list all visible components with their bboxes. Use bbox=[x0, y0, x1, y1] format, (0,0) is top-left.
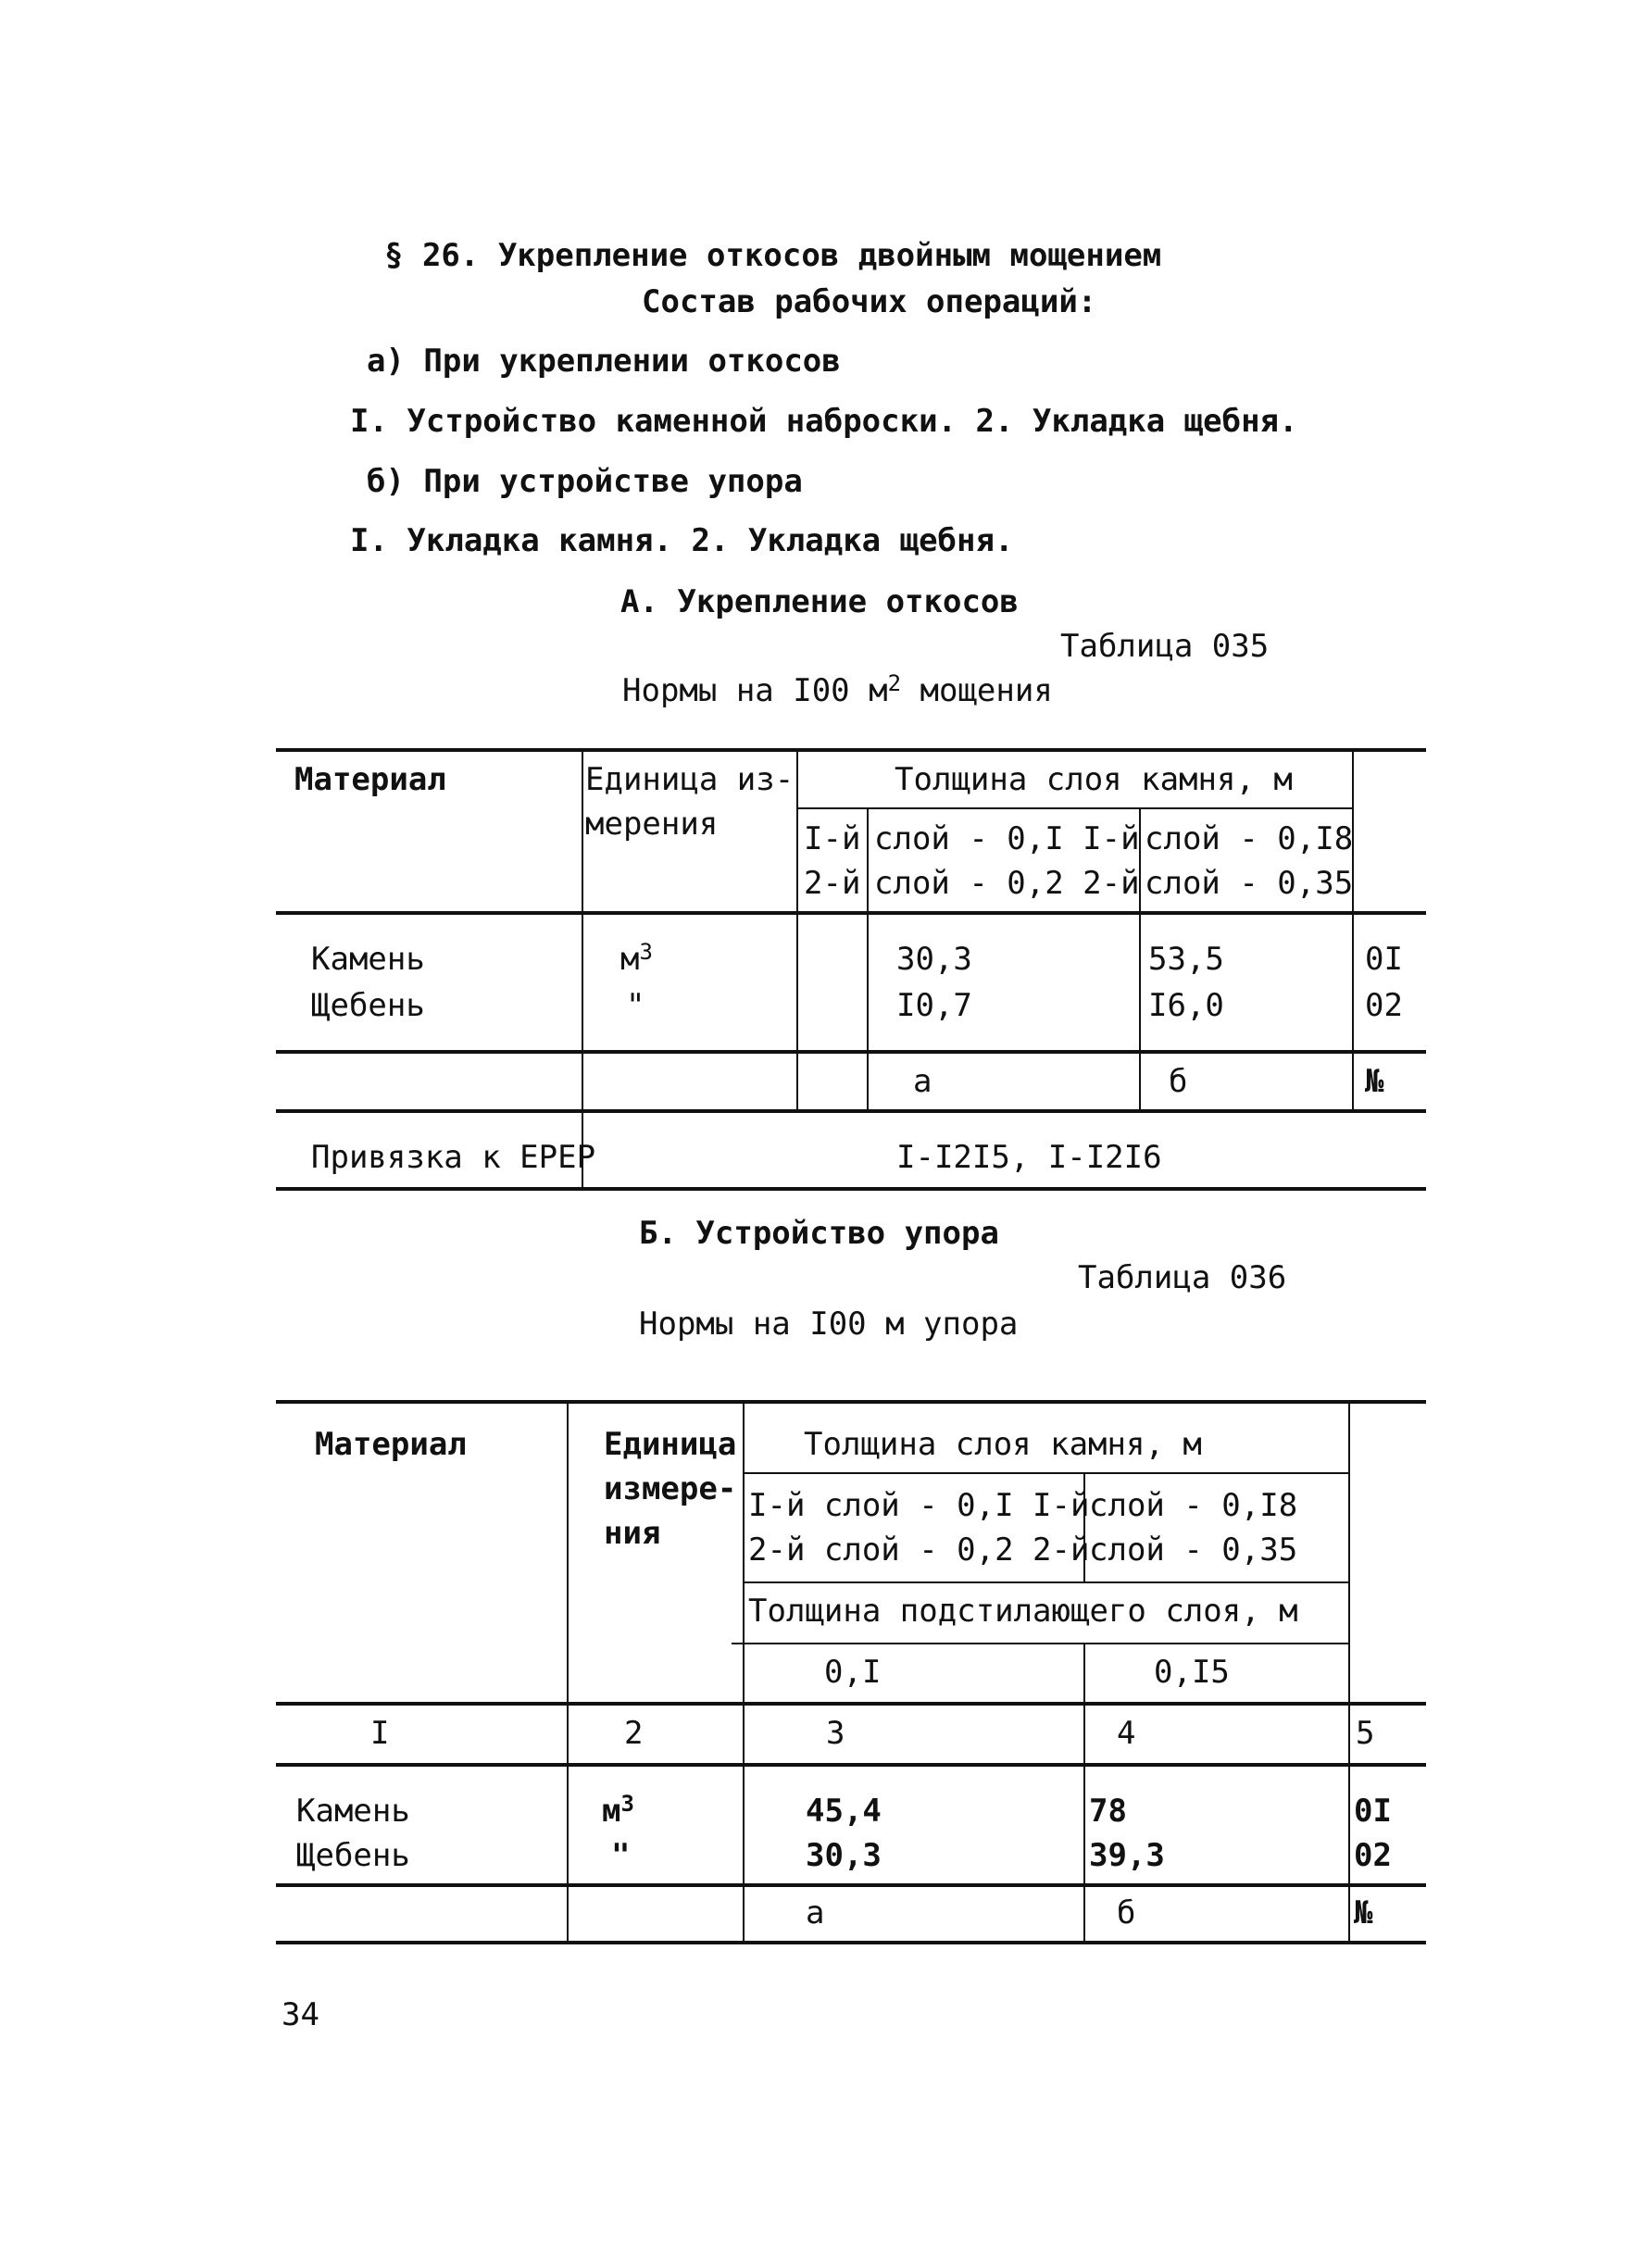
unit-base: " bbox=[626, 987, 645, 1024]
table2-rule bbox=[276, 1763, 1426, 1767]
table2-header-substrate-a: 0,I bbox=[824, 1654, 882, 1691]
table2-row-code: 0I bbox=[1354, 1793, 1392, 1830]
operations-title: Состав рабочих операций: bbox=[642, 283, 1097, 320]
unit-base: " bbox=[611, 1837, 631, 1874]
table2-row-unit bbox=[611, 1833, 630, 1878]
table1-col-rule bbox=[582, 750, 583, 1187]
table2-col-rule bbox=[1348, 1402, 1350, 1941]
table2-colnum: 2 bbox=[624, 1715, 644, 1752]
table2-col-rule bbox=[1083, 1644, 1085, 1941]
table2-col-rule bbox=[743, 1402, 745, 1941]
table2-colnum: 4 bbox=[1117, 1715, 1136, 1752]
table2-header-material: Материал bbox=[315, 1426, 467, 1463]
table2-col-b-label: б bbox=[1117, 1894, 1136, 1931]
table2-row-value-b: 39,3 bbox=[1089, 1837, 1165, 1874]
table1-header-col-b: слой - 0,I I-й bbox=[874, 820, 1140, 857]
table1-header-col-c: слой - 0,35 bbox=[1145, 865, 1354, 902]
table1-norms-prefix: Нормы на I00 м bbox=[622, 672, 888, 709]
table1-rule bbox=[276, 1050, 1426, 1054]
table2-label: Таблица 036 bbox=[1078, 1259, 1287, 1296]
page-number: 34 bbox=[282, 1996, 319, 2033]
table1-header-unit: мерения bbox=[585, 806, 719, 843]
table1-row-code: 0I bbox=[1365, 941, 1403, 978]
table1-row-material: Камень bbox=[311, 941, 425, 978]
part-a-operations: I. Устройство каменной наброски. 2. Укладка щебня. bbox=[350, 403, 1298, 440]
part-a-title: а) При укреплении откосов bbox=[367, 343, 841, 380]
table2-header-substrate-b: 0,I5 bbox=[1154, 1654, 1230, 1691]
table2-row-material: Щебень bbox=[296, 1837, 410, 1874]
table2-header-unit: ния bbox=[604, 1515, 661, 1552]
table1-header-col-b: слой - 0,2 2-й bbox=[874, 865, 1140, 902]
table2-rule bbox=[732, 1643, 1350, 1644]
table1-row-unit bbox=[626, 983, 645, 1028]
table2-col-a-label: а bbox=[806, 1894, 825, 1931]
table2-header-thickness: Толщина слоя камня, м bbox=[804, 1426, 1202, 1463]
table1-header-material: Материал bbox=[294, 761, 446, 798]
table2-rule bbox=[276, 1883, 1426, 1887]
table1-col-no-label: № bbox=[1365, 1063, 1384, 1100]
table2-header-col-b: слой - 0,35 bbox=[1089, 1531, 1298, 1569]
table1-col-rule bbox=[796, 750, 798, 1109]
table2-colnum: 5 bbox=[1356, 1715, 1375, 1752]
section-b-title: Б. Устройство упора bbox=[639, 1215, 999, 1252]
table1-col-a-label: а bbox=[913, 1063, 932, 1100]
table2-header-col-b: слой - 0,I8 bbox=[1089, 1487, 1298, 1524]
table1-rule bbox=[276, 911, 1426, 915]
table2-header-unit: Единица bbox=[604, 1426, 737, 1463]
unit-sup: 3 bbox=[639, 939, 653, 965]
table1-norms-sup: 2 bbox=[887, 670, 902, 696]
table2-row-material: Камень bbox=[296, 1793, 410, 1830]
table1-rule bbox=[276, 1187, 1426, 1191]
table1-norms-suffix: мощения bbox=[901, 672, 1053, 709]
table1-header-unit: Единица из- bbox=[585, 761, 795, 798]
table2-col-rule bbox=[567, 1402, 569, 1941]
table1-rule bbox=[796, 807, 1352, 809]
table1-row-value-b: I6,0 bbox=[1148, 987, 1224, 1024]
table2-col-no-label: № bbox=[1354, 1894, 1373, 1931]
section-heading: § 26. Укрепление откосов двойным мощением bbox=[384, 237, 1162, 274]
unit-base: м bbox=[602, 1793, 621, 1830]
table2-row-value-a: 45,4 bbox=[806, 1793, 882, 1830]
table1-col-rule bbox=[1352, 750, 1354, 1109]
table2-row-value-a: 30,3 bbox=[806, 1837, 882, 1874]
table2-rule bbox=[276, 1400, 1426, 1404]
unit-base: м bbox=[620, 941, 640, 978]
table1-header-thickness: Толщина слоя камня, м bbox=[895, 761, 1293, 798]
table2-header-col-a: I-й слой - 0,I I-й bbox=[748, 1487, 1090, 1524]
table1-row-value-a: 30,3 bbox=[896, 941, 972, 978]
table1-rule bbox=[276, 748, 1426, 752]
table2-row-value-b: 78 bbox=[1089, 1793, 1127, 1830]
table2-colnum: 3 bbox=[826, 1715, 845, 1752]
table1-row-code: 02 bbox=[1365, 987, 1403, 1024]
table1-header-col-a: 2-й bbox=[804, 865, 861, 902]
table1-norms bbox=[622, 672, 1053, 709]
table1-col-b-label: б bbox=[1169, 1063, 1188, 1100]
table1-row-unit bbox=[620, 937, 653, 981]
table2-header-substrate: Толщина подстилающего слоя, м bbox=[748, 1593, 1298, 1630]
section-a-title: А. Укрепление откосов bbox=[620, 583, 1019, 620]
table1-col-rule bbox=[867, 809, 869, 1109]
table2-rule bbox=[743, 1581, 1350, 1583]
table1-label: Таблица 035 bbox=[1060, 628, 1270, 665]
table1-row-value-b: 53,5 bbox=[1148, 941, 1224, 978]
table2-norms: Нормы на I00 м упора bbox=[639, 1306, 1019, 1343]
table1-rule bbox=[276, 1109, 1426, 1113]
table1-row-material: Щебень bbox=[311, 987, 425, 1024]
table2-colnum: I bbox=[370, 1715, 390, 1752]
table2-row-unit bbox=[602, 1789, 634, 1833]
table2-header-unit: измере- bbox=[604, 1470, 737, 1507]
table2-rule bbox=[276, 1702, 1426, 1706]
table1-header-col-c: слой - 0,I8 bbox=[1145, 820, 1354, 857]
table2-header-col-a: 2-й слой - 0,2 2-й bbox=[748, 1531, 1090, 1569]
table2-rule bbox=[276, 1941, 1426, 1944]
table1-binding-label: Привязка к ЕРЕР bbox=[311, 1139, 596, 1176]
part-b-title: б) При устройстве упора bbox=[367, 463, 803, 500]
part-b-operations: I. Укладка камня. 2. Укладка щебня. bbox=[350, 522, 1014, 559]
table1-header-col-a: I-й bbox=[804, 820, 861, 857]
unit-sup: 3 bbox=[620, 1791, 634, 1817]
table1-binding-value: I-I2I5, I-I2I6 bbox=[896, 1139, 1162, 1176]
table1-row-value-a: I0,7 bbox=[896, 987, 972, 1024]
table2-row-code: 02 bbox=[1354, 1837, 1392, 1874]
table2-rule bbox=[743, 1472, 1350, 1474]
